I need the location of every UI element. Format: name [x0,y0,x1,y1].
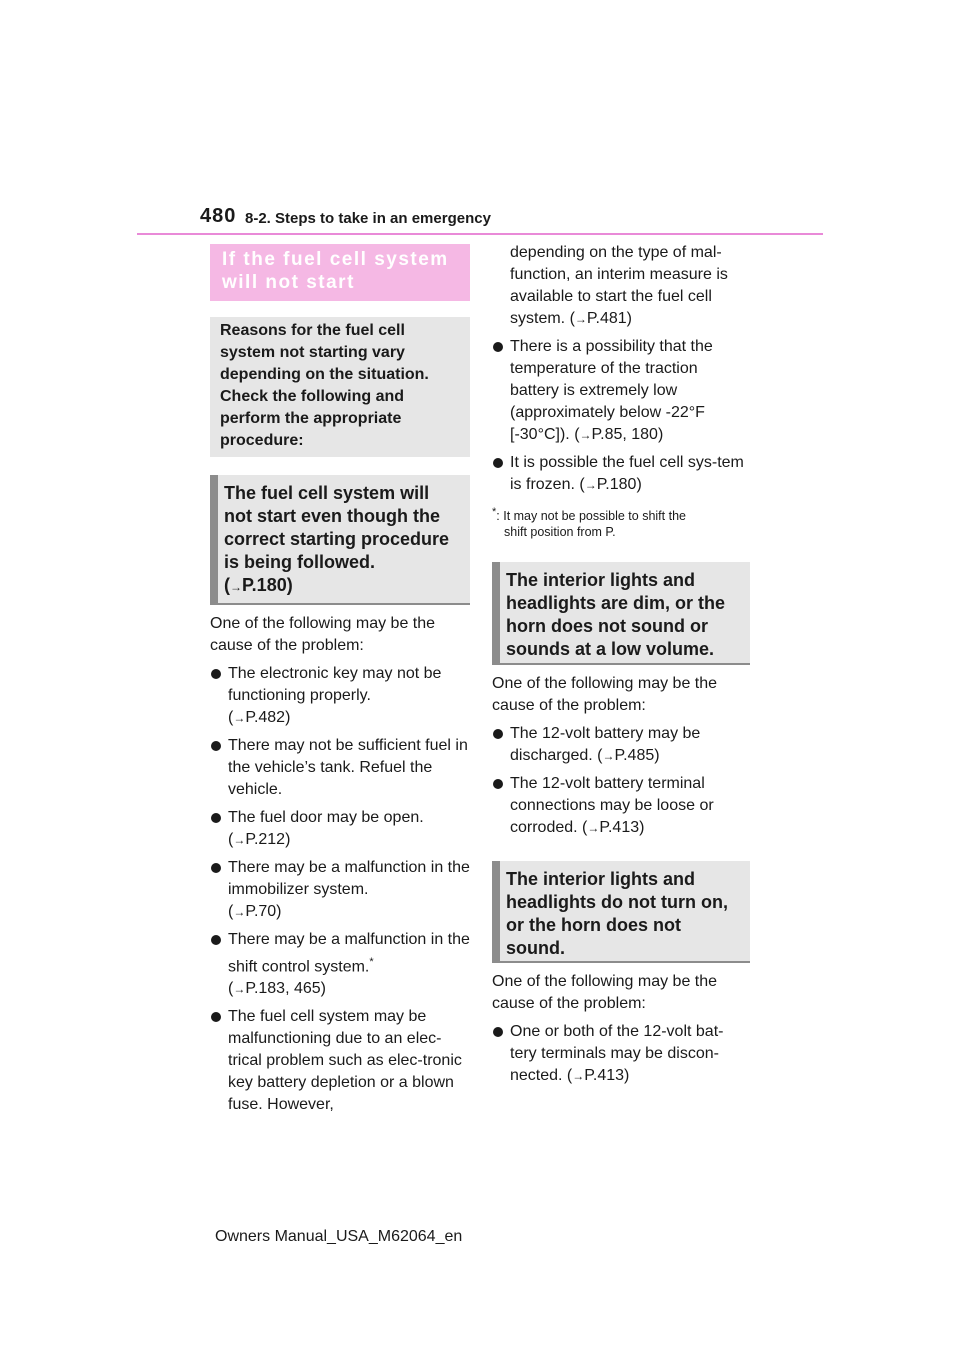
list-item: The fuel door may be open. (→P.212) [210,807,470,851]
list-item: There may be a malfunction in the shift control system.* (→P.183, 465) [210,929,470,1000]
arrow-icon: → [574,312,587,326]
page-ref-link[interactable]: P.413) [599,819,645,837]
topic-heading: If the fuel cell system will not start [210,244,470,301]
subheading-box: The interior lights and headlights do not turn on, or the horn does not sound. [492,861,750,963]
page-ref-link[interactable]: P.482) [245,709,291,726]
bullet-text: There may be a malfunction in the shift control system. [228,931,470,976]
arrow-icon: → [233,905,246,919]
page-ref-link[interactable]: P.481) [586,310,632,327]
footer-doc-id: Owners Manual_USA_M62064_en [215,1228,463,1245]
subheading-box [210,475,470,605]
subheading-text: The fuel cell system will not start even though the correct starting procedure is being followed. [224,483,450,572]
page-ref-link[interactable]: P.183, 465) [245,980,326,998]
list-item [210,735,470,801]
list-item: The electronic key may not be functioning properly. (→P.482) [210,663,470,729]
arrow-icon: → [579,428,592,442]
arrow-icon: → [602,749,615,764]
right-column [492,242,750,1087]
page-ref-link[interactable]: P.485) [614,747,660,765]
arrow-icon: → [233,833,246,847]
bullet-text: depending on the type of mal-function, an interim measure is available to start the fuel cell system. ( [510,244,728,327]
header-divider [137,233,823,235]
cause-list [210,663,470,1116]
arrow-icon: → [233,982,246,997]
footnote [492,504,750,540]
left-column [210,244,470,1116]
bullet-text: There may be a malfunction in the immobilizer system. [228,859,470,898]
section-title: 8-2. Steps to take in an emergency [245,210,491,227]
bullet-text: The 12-volt battery terminal connections may be loose or corroded. ( [510,775,714,837]
page-number: 480 [200,205,237,227]
arrow-icon: → [233,711,246,725]
footnote-text: : It may not be possible to shift the [496,509,686,524]
cause-list [492,1021,750,1087]
list-item [210,1006,470,1116]
intro-box: Reasons for the fuel cell system not starting vary depending on the situation. Check the following and perform the appropriate procedure: [210,317,470,457]
bullet-text: The electronic key may not be functioning properly. [228,665,442,704]
cause-list [492,723,750,839]
lead-paragraph: One of the following may be the cause of the problem: [492,675,718,715]
arrow-icon: → [587,821,600,836]
continued-list [492,242,750,496]
bullet-text: There may not be sufficient fuel in the vehicle’s tank. Refuel the vehicle. [228,737,468,798]
bullet-text: One or both of the 12-volt bat-tery terminals may be discon-nected. ( [510,1023,724,1085]
footnote-text: shift position from P. [504,525,616,540]
footnote-marker: * [492,506,497,518]
arrow-icon: → [572,1069,585,1084]
arrow-icon: → [584,478,597,492]
lead-paragraph: One of the following may be the cause of the problem: [492,973,718,1013]
page-ref-link[interactable]: P.70) [245,903,282,920]
footnote-marker: * [369,956,374,968]
lead-paragraph: One of the following may be the cause of the problem: [210,615,436,654]
page-ref-link[interactable]: P.180) [596,476,642,493]
list-item [492,452,750,496]
page-ref-link[interactable]: P.85, 180) [591,426,664,443]
list-item [492,723,750,767]
bullet-text: The fuel door may be open. [228,809,424,826]
list-item: There may be a malfunction in the immobilizer system. (→P.70) [210,857,470,923]
bullet-text: It is possible the fuel cell sys-tem is frozen. ( [510,454,744,493]
list-item [492,336,750,446]
bullet-text: The 12-volt battery may be discharged. ( [510,725,701,765]
bullet-text: There is a possibility that the temperature of the traction battery is extremely low (approximately below -22°F [-30°C]). ( [510,338,713,443]
subheading-ref-open: ( [224,575,230,595]
list-item-continuation [492,242,750,330]
page-ref-link[interactable]: P.413) [584,1067,630,1085]
subheading-ref: P.180) [242,575,293,595]
list-item [492,1021,750,1087]
subheading-box: The interior lights and headlights are dim, or the horn does not sound or sounds at a low volume. [492,562,750,665]
page-ref-link[interactable]: P.212) [245,831,291,848]
arrow-icon: → [230,580,242,594]
list-item [492,773,750,839]
bullet-text: The fuel cell system may be malfunctioning due to an elec-trical problem such as elec-tronic key battery depletion or a blown fuse. However, [228,1008,462,1114]
